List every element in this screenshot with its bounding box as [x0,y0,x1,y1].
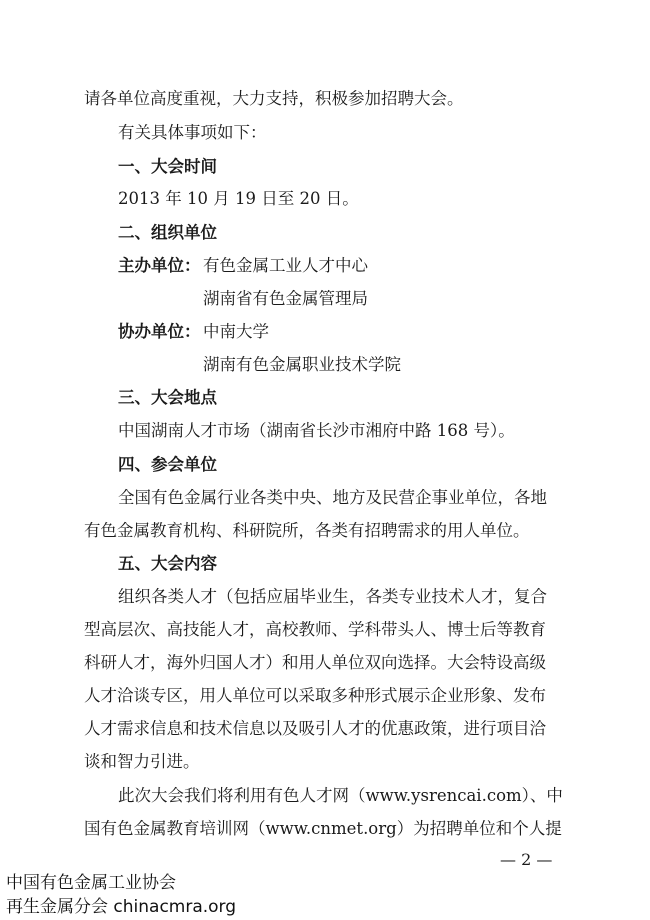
watermark-line-1: 中国有色金属工业协会 [6,873,176,893]
venue-address: 中国湖南人才市场（湖南省长沙市湘府中路 168 号）。 [118,421,515,440]
section-heading-venue: 三、大会地点 [118,388,217,407]
event-dates: 2013 年 10 月 19 日至 20 日。 [118,189,359,208]
network-line-1: 此次大会我们将利用有色人才网（www.ysrencai.com）、中 [118,786,563,805]
participants-line-2: 有色金属教育机构、科研院所，各类有招聘需求的用人单位。 [84,521,530,540]
co-organizer-1: 中南大学 [203,322,269,341]
participants-line-1: 全国有色金属行业各类中央、地方及民营企事业单位，各地 [118,488,547,507]
intro-line: 有关具体事项如下： [118,123,267,142]
content-line-2: 型高层次、高技能人才，高校教师、学科带头人、博士后等教育 [84,620,546,639]
section-heading-organizers: 二、组织单位 [118,223,217,242]
section-heading-participants: 四、参会单位 [118,455,217,474]
content-line-3: 科研人才，海外归国人才）和用人单位双向选择。大会特设高级 [84,653,546,672]
content-line-1: 组织各类人才（包括应届毕业生，各类专业技术人才，复合 [118,587,547,606]
watermark-line-2: 再生金属分会 chinacmra.org [6,897,237,917]
section-heading-content: 五、大会内容 [118,554,217,573]
page-number: — 2 — [500,850,553,869]
opening-line: 请各单位高度重视，大力支持，积极参加招聘大会。 [84,89,464,108]
co-organizer-label: 协办单位： [118,322,201,341]
host-unit-2: 湖南省有色金属管理局 [203,289,368,308]
section-heading-time: 一、大会时间 [118,157,217,176]
content-line-4: 人才洽谈专区，用人单位可以采取多种形式展示企业形象、发布 [84,686,546,705]
co-organizer-2: 湖南有色金属职业技术学院 [203,355,401,374]
content-line-5: 人才需求信息和技术信息以及吸引人才的优惠政策，进行项目洽 [84,719,546,738]
content-line-6: 谈和智力引进。 [84,752,200,771]
host-label: 主办单位： [118,256,201,275]
network-line-2: 国有色金属教育培训网（www.cnmet.org）为招聘单位和个人提 [84,819,562,838]
host-unit-1: 有色金属工业人才中心 [203,256,368,275]
